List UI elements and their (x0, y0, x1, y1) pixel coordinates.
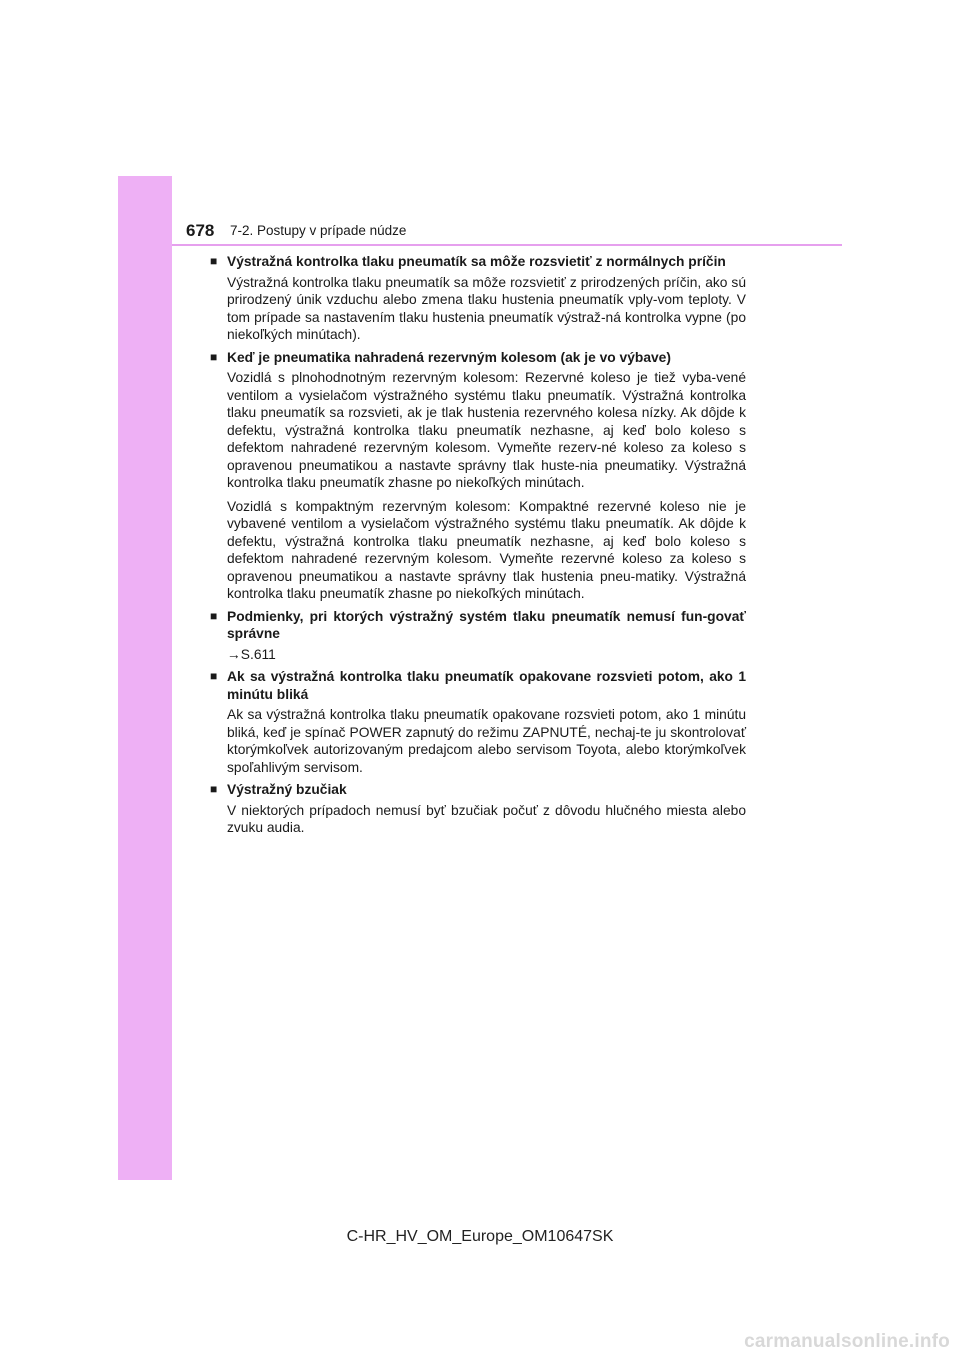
heading-text: Výstražná kontrolka tlaku pneumatík sa môže rozsvietiť z normálnych príčin (227, 254, 726, 269)
watermark: carmanualsonline.info (744, 1331, 950, 1352)
paragraph: Vozidlá s plnohodnotným rezervným kolesom: Rezervné koleso je tiež vyba-vené ventilom a vysielačom výstražného systému tlaku pneumatík. Výstražná kontrolka tlaku pneumatík sa rozsvieti, ak je tlak hustenia rezervného kolesa nízky. Ak dôjde k defektu, výstražná kontrolka tlaku pneumatík nezhasne, aj keď bolo koleso s defektom nahradené rezervným kolesom. Vymeňte rezerv-né koleso za koleso s opravenou pneumatikou a nastavte správny tlak huste-nia pneumatiky. Výstražná kontrolka tlaku pneumatík zhasne po niekoľkých minútach. (227, 370, 746, 490)
page-reference-link[interactable]: →S.611 (227, 646, 276, 662)
document-id-footer: C-HR_HV_OM_Europe_OM10647SK (346, 1228, 614, 1245)
section-block (210, 349, 746, 603)
square-bullet-icon: ■ (210, 349, 218, 364)
section-heading (210, 253, 746, 271)
section-heading (210, 668, 746, 703)
heading-text: Ak sa výstražná kontrolka tlaku pneumatík opakovane rozsvieti potom, ako 1 minútu bliká (227, 669, 746, 702)
section-block (210, 608, 746, 664)
heading-text: Podmienky, pri ktorých výstražný systém tlaku pneumatík nemusí fun-govať správne (227, 608, 746, 641)
paragraph: Výstražná kontrolka tlaku pneumatík sa môže rozsvietiť z prirodzených príčin, ako sú prirodzený únik vzduchu alebo zmena tlaku hustenia pneumatík vply-vom teploty. V tom prípade sa nastavením tlaku hustenia pneumatík výstraž-ná kontrolka vypne (po niekoľkých minútach). (227, 274, 746, 342)
header-rule (172, 244, 842, 246)
heading-text: Výstražný bzučiak (227, 782, 347, 797)
heading-text: Keď je pneumatika nahradená rezervným kolesom (ak je vo výbave) (227, 349, 671, 365)
paragraph: Vozidlá s kompaktným rezervným kolesom: Kompaktné rezervné koleso nie je vybavené ventilom a vysielačom výstražného systému tlaku pneumatík. Ak dôjde k defektu, výstražná kontrolka tlaku pneumatík nezhasne, aj keď bolo koleso s defektom nahradené rezervným kolesom. Vymeňte rezervné koleso za koleso s opravenou pneumatikou a nastavte správny tlak hustenia pneu-matiky. Výstražná kontrolka tlaku pneumatík zhasne po niekoľkých minútach. (227, 498, 746, 601)
section-heading (210, 608, 746, 643)
section-block (210, 781, 746, 837)
page-number: 678 (186, 221, 215, 240)
section-block (210, 253, 746, 344)
square-bullet-icon: ■ (210, 254, 218, 268)
square-bullet-icon: ■ (210, 608, 218, 623)
paragraph: Ak sa výstražná kontrolka tlaku pneumatík opakovane rozsvieti potom, ako 1 minútu bliká, keď je spínač POWER zapnutý do režimu ZAPNUTÉ, nechaj-te ju skontrolovať ktorýmkoľvek autorizovaným predajcom alebo servisom Toyota, alebo ktorýmkoľvek spoľahlivým servisom. (227, 707, 746, 775)
square-bullet-icon: ■ (210, 669, 218, 683)
page-content (210, 253, 746, 842)
section-heading (210, 781, 746, 799)
side-tab-bar (118, 176, 172, 1180)
section-block (210, 668, 746, 776)
paragraph: V niektorých prípadoch nemusí byť bzučiak počuť z dôvodu hlučného miesta alebo zvuku audia. (227, 802, 746, 835)
square-bullet-icon: ■ (210, 782, 218, 796)
section-heading (210, 349, 746, 367)
section-title: 7-2. Postupy v prípade núdze (230, 223, 407, 238)
